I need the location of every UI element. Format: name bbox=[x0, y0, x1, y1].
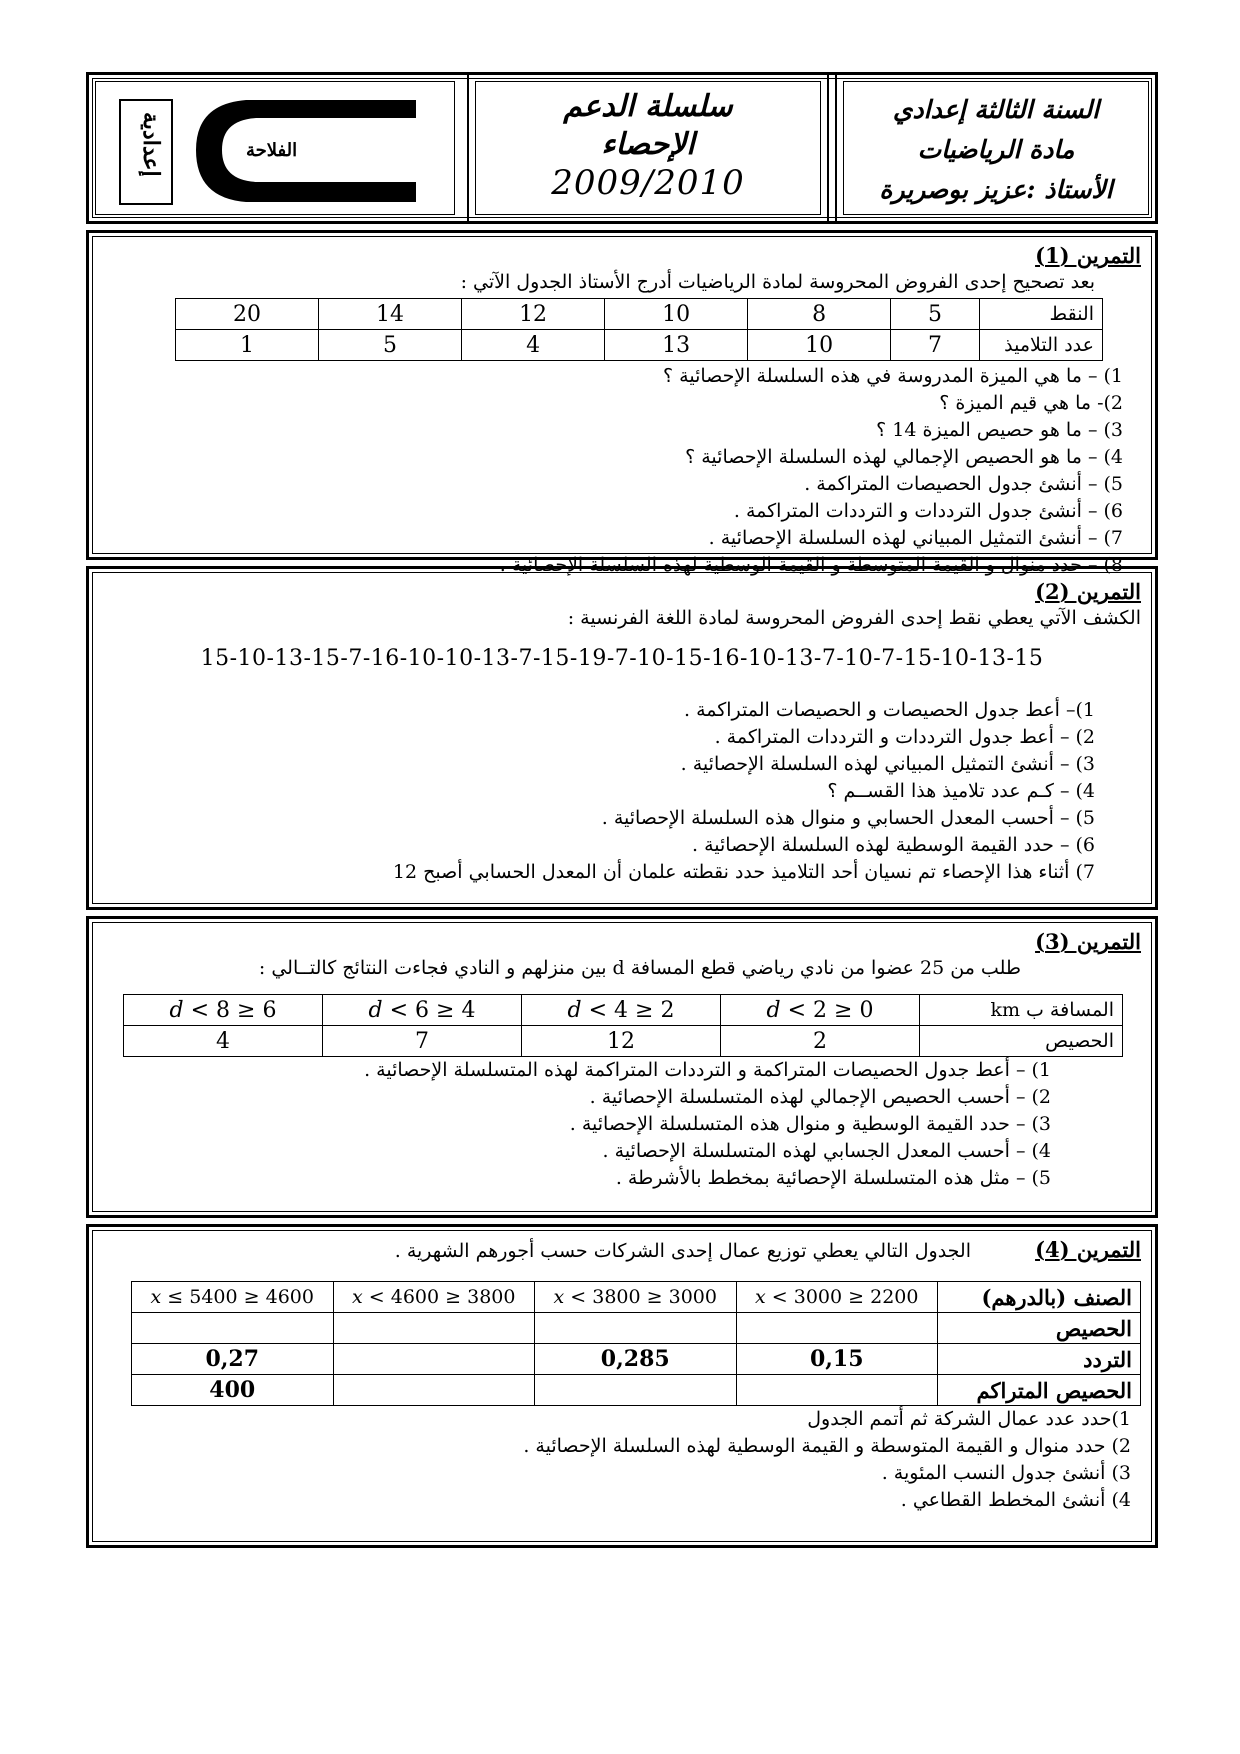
table-cell: 5 bbox=[891, 299, 980, 330]
list-item: 8) – حدد منوال و القيمة المتوسطة و القيمة الوسطية لهذه السلسلة الإحصائية . bbox=[499, 554, 1123, 576]
table-row bbox=[176, 330, 1103, 361]
table-row bbox=[176, 299, 1103, 330]
table-cell: 6 ≤ d < 8 bbox=[124, 995, 323, 1026]
table-cell: 13 bbox=[605, 330, 748, 361]
list-item: 3) أنشئ جدول النسب المئوية . bbox=[881, 1462, 1131, 1484]
table-cell bbox=[333, 1375, 535, 1406]
list-item: 3) – حدد القيمة الوسطية و منوال هذه المتسلسلة الإحصائية . bbox=[569, 1113, 1051, 1135]
table-row bbox=[132, 1282, 1141, 1313]
school-info-cell bbox=[835, 75, 1155, 221]
teacher-name: الأستاذ :عزيز بوصريرة bbox=[879, 175, 1113, 204]
subject-name: مادة الرياضيات bbox=[917, 135, 1075, 164]
list-item: 3) – ما هو حصيص الميزة 14 ؟ bbox=[876, 419, 1123, 441]
header-box bbox=[86, 72, 1158, 224]
exercise-4-table bbox=[131, 1281, 1141, 1406]
list-item: 5) – مثل هذه المتسلسلة الإحصائية بمخطط بالأشرطة . bbox=[615, 1167, 1051, 1189]
list-item: 2)- ما هي قيم الميزة ؟ bbox=[939, 392, 1123, 414]
table-row bbox=[124, 1026, 1123, 1057]
class-upper-bound: 2 bbox=[813, 997, 828, 1023]
table-row bbox=[132, 1344, 1141, 1375]
class-upper-bound: 3800 bbox=[592, 1286, 641, 1308]
table-cell: 7 bbox=[891, 330, 980, 361]
list-item: 4) – كـم عدد تلاميذ هذا القســم ؟ bbox=[827, 780, 1095, 802]
class-operator: < bbox=[771, 1286, 788, 1308]
list-item: 4) – ما هو الحصيص الإجمالي لهذه السلسلة الإحصائية ؟ bbox=[685, 446, 1123, 468]
class-operator: ≤ bbox=[167, 1286, 184, 1308]
row-label: الحصيص المتراكم bbox=[938, 1375, 1141, 1406]
list-item: 5) – أحسب المعدل الحسابي و منوال هذه السلسلة الإحصائية . bbox=[601, 807, 1095, 829]
exercise-3 bbox=[86, 916, 1158, 1218]
exercise-3-title: التمرين (3) bbox=[1035, 929, 1141, 954]
class-upper-bound: 4 bbox=[614, 997, 629, 1023]
exercise-2-questions bbox=[103, 697, 1141, 886]
school-logo-cell bbox=[89, 75, 461, 221]
row-label: المسافة ب km bbox=[920, 995, 1123, 1026]
table-cell: 4 bbox=[124, 1026, 323, 1057]
exercise-3-questions bbox=[103, 1057, 1141, 1192]
row-label: النقط bbox=[980, 299, 1103, 330]
table-cell bbox=[535, 1313, 737, 1344]
exercise-1-table bbox=[175, 298, 1103, 361]
logo-vertical-text: إعدادية bbox=[138, 112, 164, 177]
class-lower-bound: 3800 bbox=[467, 1286, 516, 1308]
class-operator: < bbox=[570, 1286, 587, 1308]
exercise-1-questions bbox=[103, 363, 1141, 579]
table-cell: 10 bbox=[605, 299, 748, 330]
row-label: الصنف (بالدرهم) bbox=[938, 1282, 1141, 1313]
class-lower-bound: 6 bbox=[262, 997, 277, 1023]
table-cell bbox=[333, 1313, 535, 1344]
class-upper-bound: 5400 bbox=[189, 1286, 238, 1308]
table-cell bbox=[736, 1313, 938, 1344]
table-cell: 0 ≤ d < 2 bbox=[721, 995, 920, 1026]
row-label: التردد bbox=[938, 1344, 1141, 1375]
exercise-2-title: التمرين (2) bbox=[1035, 579, 1141, 604]
table-cell: 7 bbox=[323, 1026, 522, 1057]
series-name: سلسلة الدعم bbox=[563, 89, 733, 124]
class-lower-bound: 4600 bbox=[265, 1286, 314, 1308]
table-cell: 1 bbox=[176, 330, 319, 361]
list-item: 3) – أنشئ التمثيل المبياني لهذه السلسلة الإحصائية . bbox=[680, 753, 1095, 775]
table-row bbox=[132, 1313, 1141, 1344]
exercise-4-intro: الجدول التالي يعطي توزيع عمال إحدى الشركات حسب أجورهم الشهرية . bbox=[394, 1240, 971, 1262]
table-cell bbox=[132, 1313, 334, 1344]
table-cell: 10 bbox=[748, 330, 891, 361]
table-cell: 5 bbox=[319, 330, 462, 361]
table-cell: 4 ≤ d < 6 bbox=[323, 995, 522, 1026]
row-label: الحصيص bbox=[920, 1026, 1123, 1057]
table-cell: 0,27 bbox=[132, 1344, 334, 1375]
series-subject: الإحصاء bbox=[601, 127, 695, 162]
school-year: 2009/2010 bbox=[551, 163, 745, 203]
list-item: 4) – أحسب المعدل الجسابي لهذه المتسلسلة الإحصائية . bbox=[602, 1140, 1051, 1162]
list-item: 7) – أنشئ التمثيل المبياني لهذه السلسلة الإحصائية . bbox=[708, 527, 1123, 549]
worksheet-page bbox=[86, 72, 1158, 1548]
grade-level: السنة الثالثة إعدادي bbox=[892, 95, 1100, 124]
class-lower-bound: 0 bbox=[859, 997, 874, 1023]
series-title-cell bbox=[467, 75, 829, 221]
table-cell: 14 bbox=[319, 299, 462, 330]
list-item: 2) – أحسب الحصيص الإجمالي لهذه المتسلسلة الإحصائية . bbox=[589, 1086, 1051, 1108]
list-item: 4) أنشئ المخطط القطاعي . bbox=[900, 1489, 1131, 1511]
table-cell bbox=[333, 1344, 535, 1375]
table-cell bbox=[736, 1375, 938, 1406]
table-cell: 8 bbox=[748, 299, 891, 330]
class-upper-bound: 6 bbox=[415, 997, 430, 1023]
exercise-1 bbox=[86, 230, 1158, 576]
table-cell: 3000 ≤ x < 3800 bbox=[535, 1282, 737, 1313]
table-cell: 2 ≤ d < 4 bbox=[522, 995, 721, 1026]
exercise-4-questions bbox=[93, 1406, 1141, 1514]
exercise-1-intro: بعد تصحيح إحدى الفروض المحروسة لمادة الرياضيات أدرج الأستاذ الجدول الآتي : bbox=[460, 271, 1095, 293]
list-item: 1)حدد عدد عمال الشركة ثم أتمم الجدول bbox=[807, 1408, 1131, 1430]
list-item: 1) – ما هي الميزة المدروسة في هذه السلسلة الإحصائية ؟ bbox=[663, 365, 1123, 387]
table-cell: 12 bbox=[462, 299, 605, 330]
grades-sequence: 15-10-13-15-7-16-10-10-13-7-15-19-7-10-15-16-10-13-7-10-7-15-10-13-15 bbox=[200, 646, 1044, 671]
table-cell: 2 bbox=[721, 1026, 920, 1057]
table-cell: 20 bbox=[176, 299, 319, 330]
class-lower-bound: 2200 bbox=[870, 1286, 919, 1308]
table-row bbox=[124, 995, 1123, 1026]
exercise-4-title: التمرين (4) bbox=[1035, 1237, 1141, 1262]
table-cell: 0,285 bbox=[535, 1344, 737, 1375]
list-item: 1)– أعط جدول الحصيصات و الحصيصات المتراكمة . bbox=[683, 699, 1095, 721]
class-upper-bound: 8 bbox=[216, 997, 231, 1023]
table-cell: 400 bbox=[132, 1375, 334, 1406]
table-cell bbox=[535, 1375, 737, 1406]
class-upper-bound: 4600 bbox=[390, 1286, 440, 1308]
class-upper-bound: 3000 bbox=[793, 1286, 843, 1308]
exercise-2 bbox=[86, 566, 1158, 910]
list-item: 6) – حدد القيمة الوسطية لهذه السلسلة الإحصائية . bbox=[692, 834, 1095, 856]
class-operator: < bbox=[368, 1286, 385, 1308]
table-cell: 12 bbox=[522, 1026, 721, 1057]
row-label: عدد التلاميذ bbox=[980, 330, 1103, 361]
list-item: 1) – أعط جدول الحصيصات المتراكمة و الترددات المتراكمة لهذه المتسلسلة الإحصائية . bbox=[364, 1059, 1051, 1081]
table-cell: 4600 ≤ x ≤ 5400 bbox=[132, 1282, 334, 1313]
list-item: 5) – أنشئ جدول الحصيصات المتراكمة . bbox=[804, 473, 1123, 495]
exercise-4 bbox=[86, 1224, 1158, 1548]
list-item: 2) حدد منوال و القيمة المتوسطة و القيمة الوسطية لهذه السلسلة الإحصائية . bbox=[523, 1435, 1131, 1457]
table-cell: 4 bbox=[462, 330, 605, 361]
list-item: 7) أثناء هذا الإحصاء تم نسيان أحد التلاميذ حدد نقطته علمان أن المعدل الحسابي أصبح 12 bbox=[392, 861, 1095, 883]
row-label: الحصيص bbox=[938, 1313, 1141, 1344]
exercise-2-intro: الكشف الآتي يعطي نقط إحدى الفروض المحروسة لمادة اللغة الفرنسية : bbox=[567, 607, 1141, 629]
class-lower-bound: 3000 bbox=[668, 1286, 717, 1308]
exercise-3-intro: طلب من 25 عضوا من نادي رياضي قطع المسافة d بين منزلهم و النادي فجاءت النتائج كالتــالي : bbox=[258, 957, 1021, 979]
exercise-3-table bbox=[123, 994, 1123, 1057]
class-lower-bound: 2 bbox=[660, 997, 675, 1023]
class-lower-bound: 4 bbox=[461, 997, 476, 1023]
table-cell: 0,15 bbox=[736, 1344, 938, 1375]
table-row bbox=[132, 1375, 1141, 1406]
table-cell: 2200 ≤ x < 3000 bbox=[736, 1282, 938, 1313]
list-item: 2) – أعط جدول الترددات و الترددات المتراكمة . bbox=[714, 726, 1095, 748]
logo-text: الفلاحة bbox=[246, 140, 298, 161]
exercise-1-title: التمرين (1) bbox=[1035, 243, 1141, 268]
list-item: 6) – أنشئ جدول الترددات و الترددات المتراكمة . bbox=[733, 500, 1123, 522]
table-cell: 3800 ≤ x < 4600 bbox=[333, 1282, 535, 1313]
